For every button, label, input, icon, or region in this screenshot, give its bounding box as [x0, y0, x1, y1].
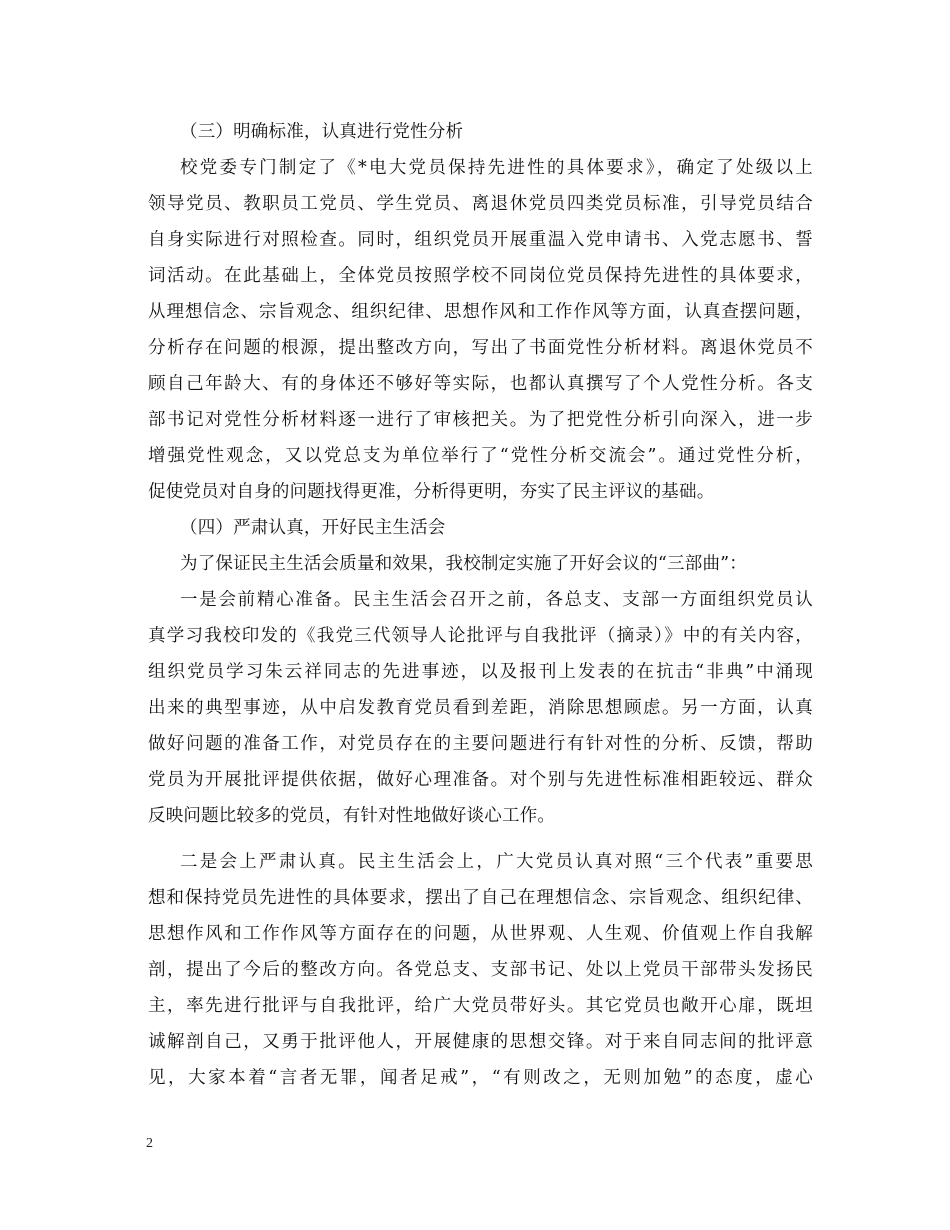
heading-section-4: （四）严肃认真，开好民主生活会	[180, 518, 446, 538]
text-line: 党员为开展批评提供依据，做好心理准备。对个别与先进性标准相距较远、群众	[148, 770, 813, 790]
text-line: 词活动。在此基础上，全体党员按照学校不同岗位党员保持先进性的具体要求，	[148, 266, 813, 286]
text-line: 反映问题比较多的党员，有针对性地做好谈心工作。	[148, 806, 556, 826]
text-line: 校党委专门制定了《*电大党员保持先进性的具体要求》，确定了处级以上	[180, 158, 813, 178]
text-line: 分析存在问题的根源，提出整改方向，写出了书面党性分析材料。离退休党员不	[148, 338, 813, 358]
text-line: 一是会前精心准备。民主生活会召开之前，各总支、支部一方面组织党员认	[180, 590, 813, 610]
text-line: 促使党员对自身的问题找得更准，分析得更明，夯实了民主评议的基础。	[148, 482, 715, 502]
text-line: 增强党性观念，又以党总支为单位举行了“党性分析交流会”。通过党性分析，	[148, 446, 813, 466]
text-line: 部书记对党性分析材料逐一进行了审核把关。为了把党性分析引向深入，进一步	[148, 410, 813, 430]
page-number: 2	[146, 1136, 153, 1151]
text-line: 思想作风和工作作风等方面存在的问题，从世界观、人生观、价值观上作自我解	[148, 924, 813, 944]
text-line: 从理想信念、宗旨观念、组织纪律、思想作风和工作作风等方面，认真查摆问题，	[148, 302, 813, 322]
text-line: 想和保持党员先进性的具体要求，摆出了自己在理想信念、宗旨观念、组织纪律、	[148, 888, 813, 908]
text-line: 领导党员、教职员工党员、学生党员、离退休党员四类党员标准，引导党员结合	[148, 194, 813, 214]
text-line: 做好问题的准备工作，对党员存在的主要问题进行有针对性的分析、反馈，帮助	[148, 734, 813, 754]
text-line: 主，率先进行批评与自我批评，给广大党员带好头。其它党员也敞开心扉，既坦	[148, 996, 813, 1016]
text-line: 见，大家本着“言者无罪，闻者足戒”，“有则改之，无则加勉”的态度，虚心	[148, 1068, 813, 1088]
text-line: 诚解剖自己，又勇于批评他人，开展健康的思想交锋。对于来自同志间的批评意	[148, 1032, 813, 1052]
text-line: 自身实际进行对照检查。同时，组织党员开展重温入党申请书、入党志愿书、誓	[148, 230, 813, 250]
text-line: 组织党员学习朱云祥同志的先进事迹，以及报刊上发表的在抗击“非典”中涌现	[148, 662, 813, 682]
text-line: 为了保证民主生活会质量和效果，我校制定实施了开好会议的“三部曲”：	[180, 554, 747, 574]
text-line: 顾自己年龄大、有的身体还不够好等实际，也都认真撰写了个人党性分析。各支	[148, 374, 813, 394]
heading-section-3: （三）明确标准，认真进行党性分析	[180, 122, 464, 142]
text-line: 二是会上严肃认真。民主生活会上，广大党员认真对照“三个代表”重要思	[180, 852, 813, 872]
text-line: 出来的典型事迹，从中启发教育党员看到差距，消除思想顾虑。另一方面，认真	[148, 698, 813, 718]
text-line: 剖，提出了今后的整改方向。各党总支、支部书记、处以上党员干部带头发扬民	[148, 960, 813, 980]
text-line: 真学习我校印发的《我党三代领导人论批评与自我批评（摘录）》中的有关内容，	[148, 626, 813, 646]
